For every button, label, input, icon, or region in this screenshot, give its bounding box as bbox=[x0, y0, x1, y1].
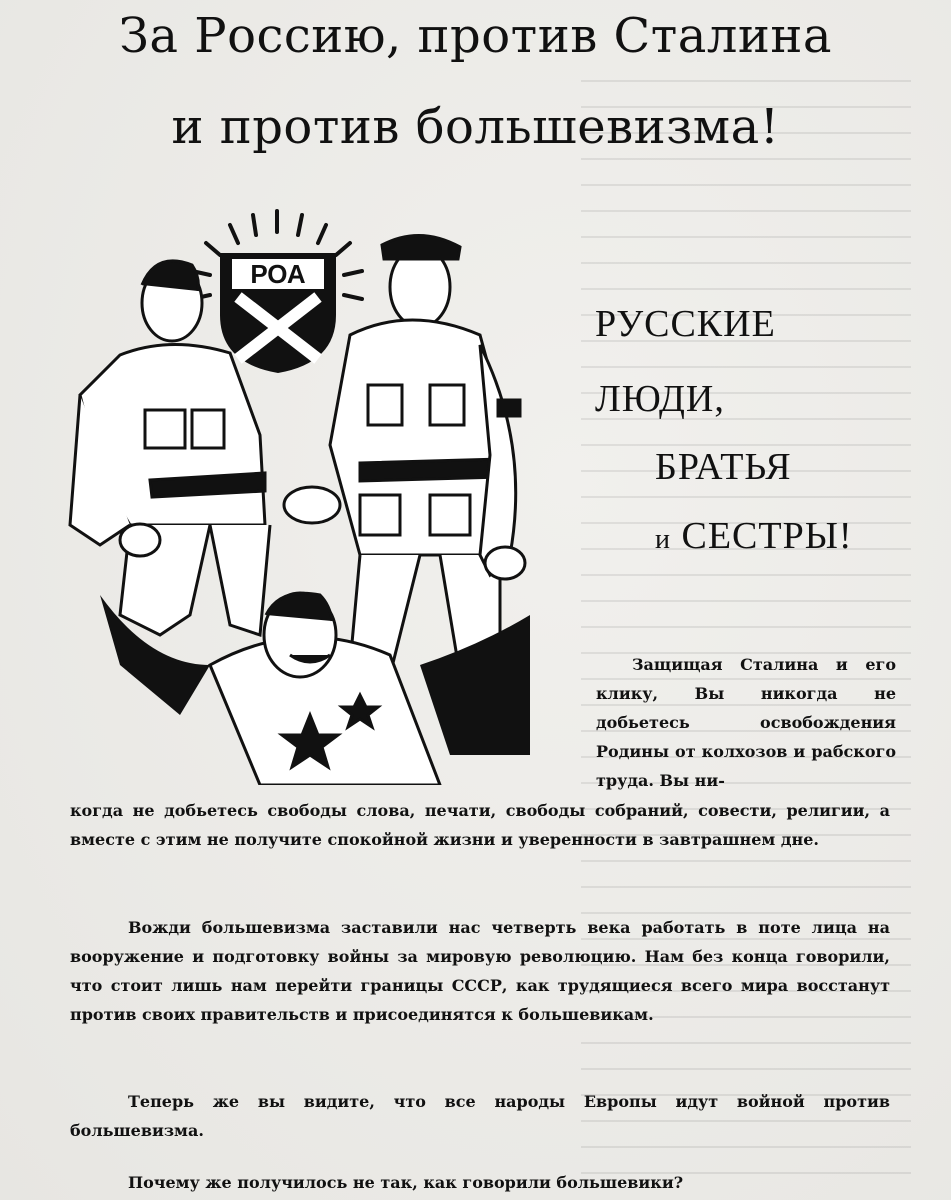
body-paragraph-4 bbox=[70, 1168, 890, 1197]
roa-shield-emblem bbox=[220, 253, 336, 373]
handshake bbox=[284, 487, 340, 523]
body-continuation: когда не добьетесь свободы слова, печати, свободы собраний, совести, религии, а вместе с этим не получите спокойной жизни и уверенности в завтрашнем дне. bbox=[70, 801, 890, 849]
body-column-text: Защищая Сталина и его клику, Вы никогда не добьетесь освобождения Родины от колхозов и рабского труда. Вы ни- bbox=[596, 655, 896, 790]
soldier-figure bbox=[330, 235, 525, 675]
body-paragraph-3 bbox=[70, 1087, 890, 1145]
appeal-line-4 bbox=[655, 517, 853, 555]
body-paragraph-3-text: Теперь же вы видите, что все народы Европы идут войной против большевизма. bbox=[70, 1092, 890, 1140]
propaganda-illustration bbox=[60, 195, 550, 785]
body-paragraph-2 bbox=[70, 913, 890, 1029]
body-paragraph-4-text: Почему же получилось не так, как говорили большевики? bbox=[128, 1173, 684, 1192]
headline-line-2: и против большевизма! bbox=[171, 99, 780, 155]
appeal-line-3: БРАТЬЯ bbox=[655, 446, 792, 488]
body-paragraph-2-text: Вожди большевизма заставили нас четверть века работать в поте лица на вооружение и подготовку войны за мировую революцию. Нам без конца говорили, что стоит лишь нам перейти границы СССР, как трудящиеся всего мира восстанут против своих правительств и присоединятся к большевикам. bbox=[70, 918, 890, 1024]
body-column-paragraph bbox=[596, 650, 896, 795]
headline-line-1: За Россию, против Сталина bbox=[119, 8, 832, 64]
appeal-line-2: ЛЮДИ, bbox=[595, 378, 725, 420]
appeal-line-1: РУССКИЕ bbox=[595, 303, 776, 345]
appeal-sisters: СЕСТРЫ! bbox=[681, 515, 853, 557]
shield-label: РОА bbox=[250, 259, 306, 289]
appeal-conjunction: и bbox=[655, 524, 671, 555]
